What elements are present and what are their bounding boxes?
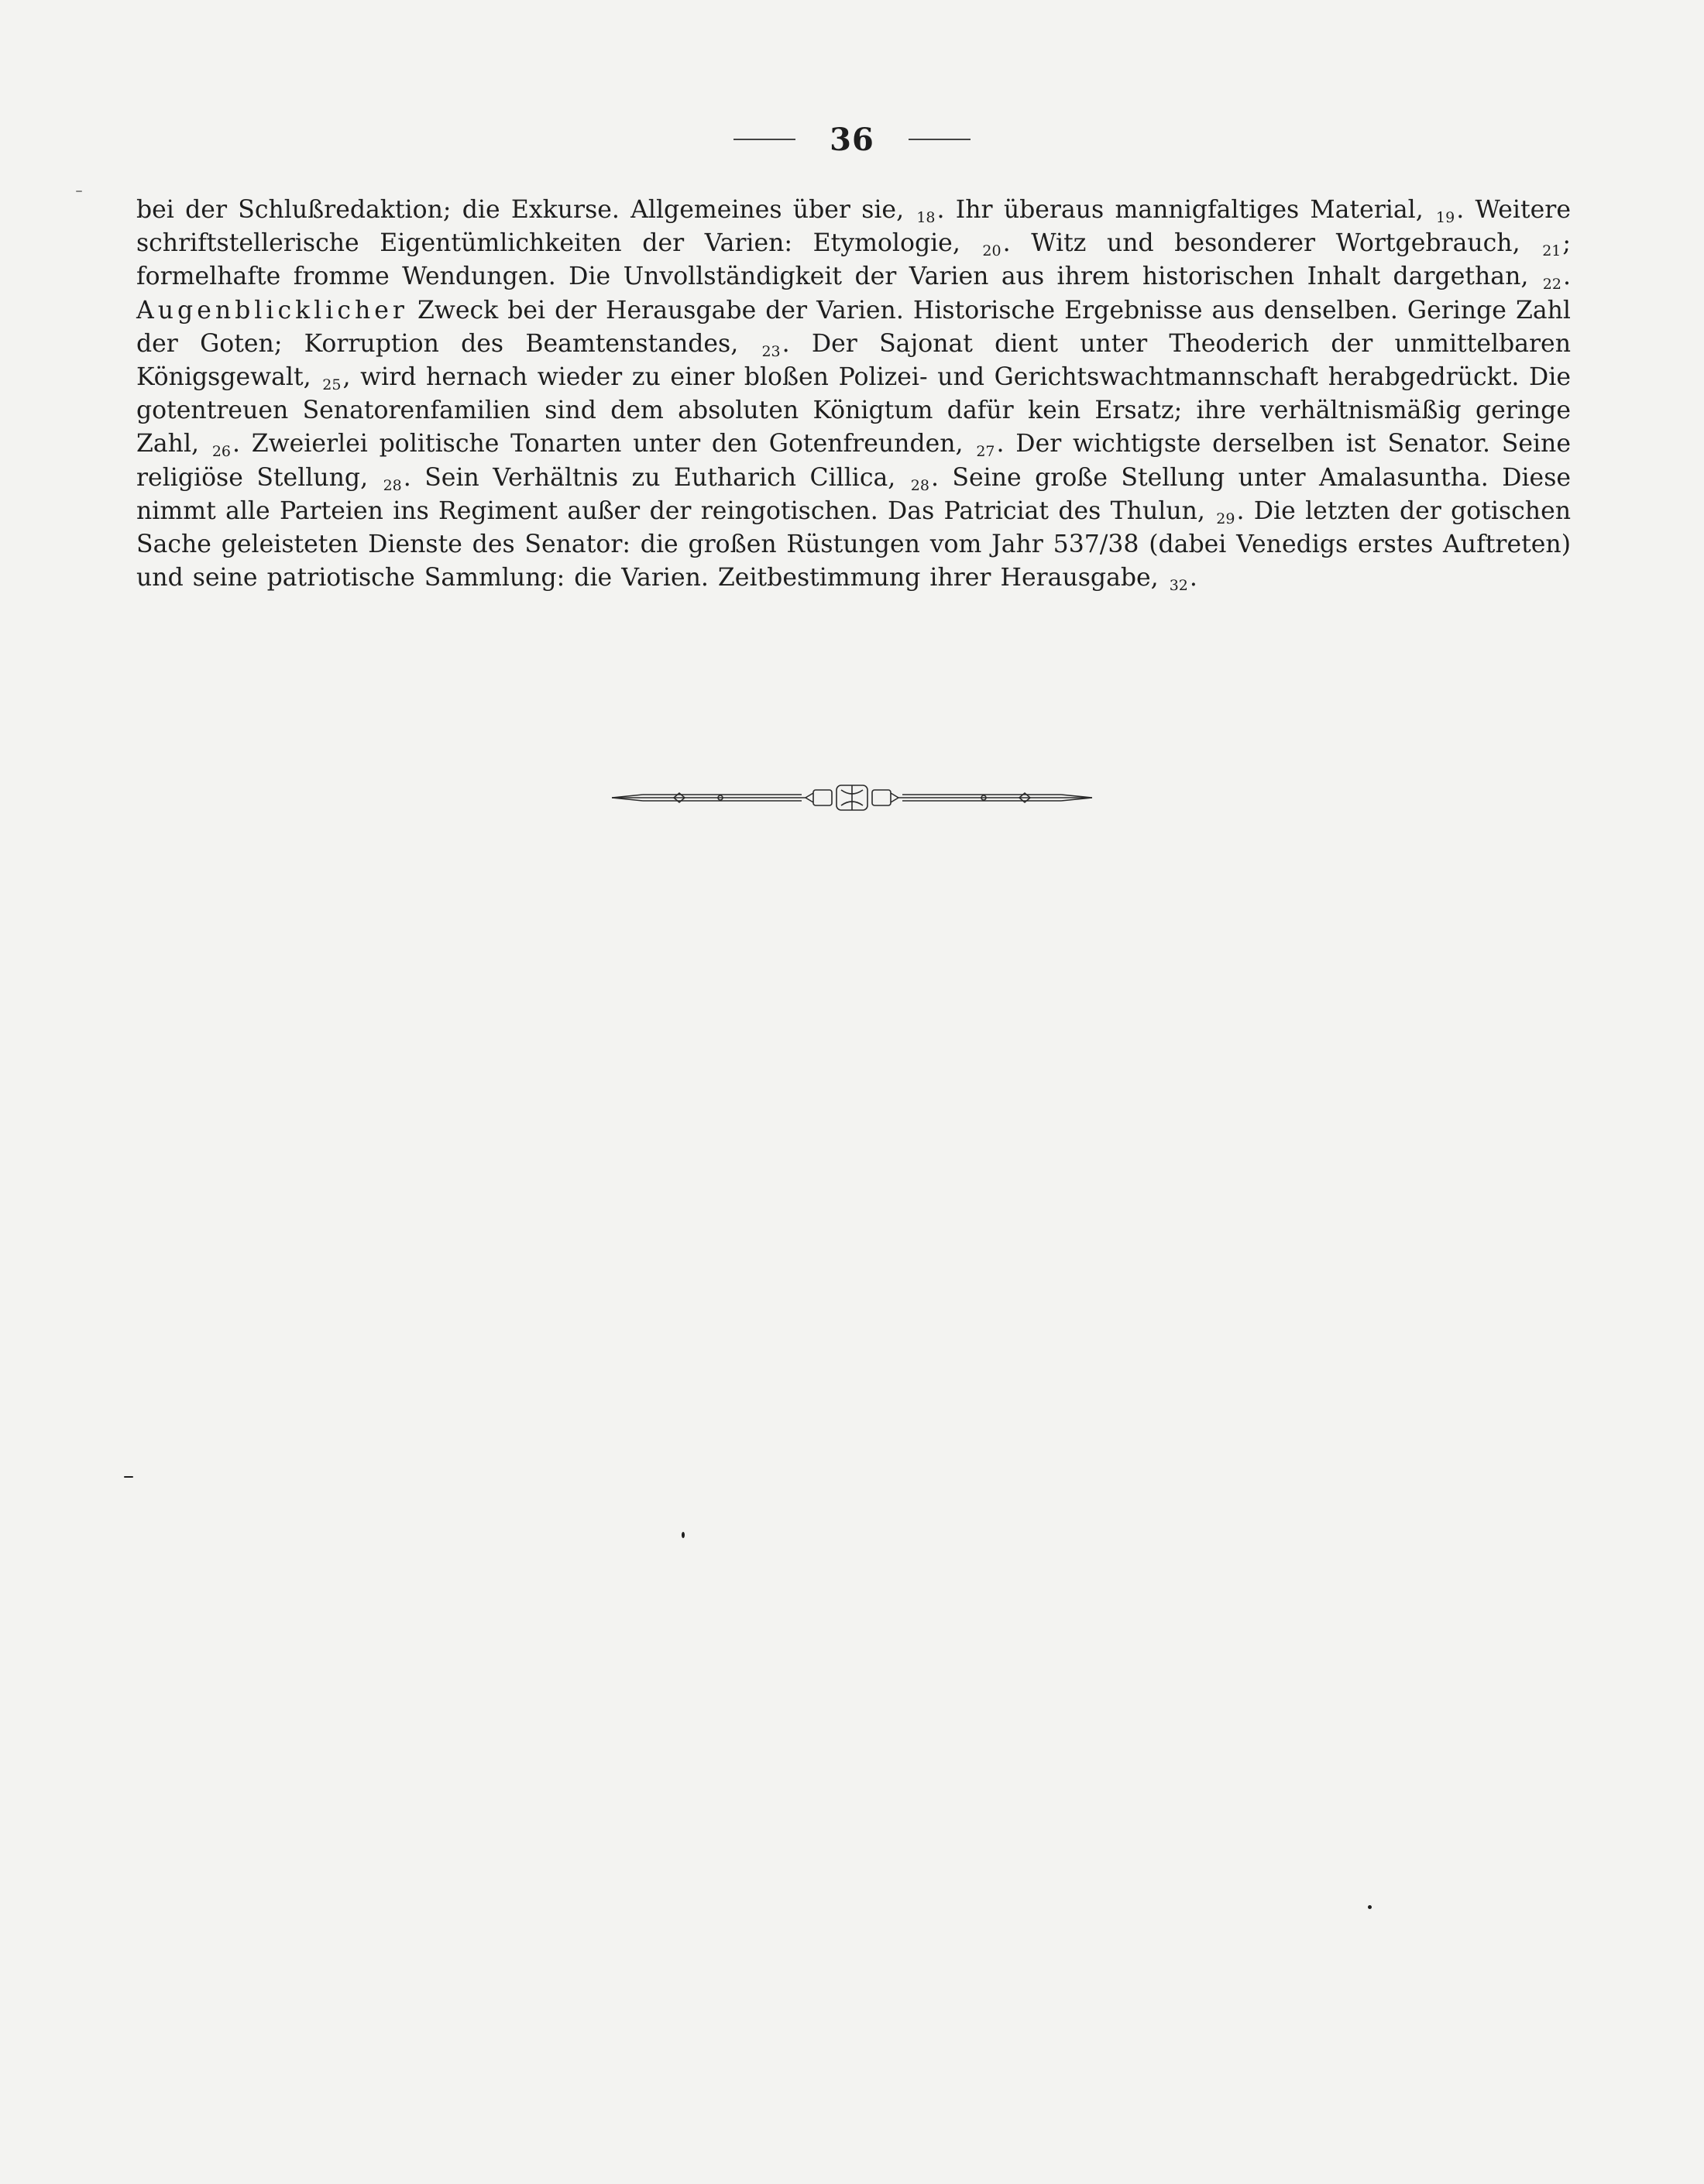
page-reference: 23 <box>761 342 781 360</box>
ink-speck <box>682 1532 685 1538</box>
text-run: . <box>1562 263 1571 291</box>
text-run: . <box>1189 564 1197 592</box>
page-header <box>0 116 1704 163</box>
page-reference: 25 <box>322 376 342 394</box>
page-reference: 26 <box>211 443 232 461</box>
text-run: . Sein Verhältnis zu Eutharich Cillica, <box>403 463 909 492</box>
text-run: Zweck bei der Herausgabe der Varien. Historische Ergebnisse aus denselben. Geringe Zahl der Goten; Korruption des Beamtenstandes, <box>136 296 1571 358</box>
page-reference: 22 <box>1542 276 1561 294</box>
spaced-emphasis: Augenblicklicher <box>136 296 408 325</box>
page-reference: 28 <box>383 476 402 494</box>
text-run: bei der Schlußredaktion; die Exkurse. Allgemeines über sie, <box>136 196 916 224</box>
page-number: 36 <box>830 121 874 158</box>
text-run: . Seine große Stellung unter Amalasuntha. Diese nimmt alle Parteien ins Regiment außer der reingotischen. Das Patriciat des Thulun, <box>136 463 1572 525</box>
text-run: . Witz und besonderer Wortgebrauch, <box>1002 229 1541 258</box>
header-rule-left <box>733 139 795 140</box>
page-reference: 32 <box>1169 577 1188 595</box>
page-reference: 28 <box>910 476 929 494</box>
ornament-divider <box>604 778 1100 817</box>
page-reference: 29 <box>1216 510 1235 527</box>
text-run: ; formelhafte fromme Wendungen. Die Unvollständigkeit der Varien aus ihrem historischen Inhalt dargethan, <box>136 229 1571 291</box>
text-run: . Ihr überaus mannigfaltiges Material, <box>936 196 1435 224</box>
page-reference: 19 <box>1436 209 1455 226</box>
page-reference: 27 <box>976 443 995 461</box>
text-run: . Der Sajonat dient unter Theoderich der unmittelbaren Königsgewalt, <box>136 329 1571 392</box>
header-rule-right <box>909 139 971 140</box>
page-reference: 18 <box>916 209 936 226</box>
summary-paragraph <box>136 194 1571 595</box>
text-run: . Der wichtigste derselben ist Senator. Seine religiöse Stellung, <box>136 430 1571 492</box>
page-reference: 21 <box>1542 242 1561 260</box>
page-reference: 20 <box>982 242 1001 260</box>
text-run: , wird hernach wieder zu einer bloßen Polizei- und Gerichtswachtmannschaft herabgedrückt. Die gotentreuen Senatorenfamilien sind dem absoluten Königtum dafür kein Ersatz; ihre verhältnismäßig geringe Zahl, <box>136 363 1571 458</box>
ink-speck <box>124 1476 133 1478</box>
ink-speck <box>76 191 82 192</box>
text-run: . Weitere schriftstellerische Eigentümlichkeiten der Varien: Etymologie, <box>136 196 1571 258</box>
ink-speck <box>1368 1905 1372 1909</box>
text-run: . Zweierlei politische Tonarten unter den Gotenfreunden, <box>232 430 975 458</box>
text-run: . Die letzten der gotischen Sache geleisteten Dienste des Senator: die großen Rüstungen vom Jahr 537/38 (dabei Venedigs erstes Auftreten) und seine patriotische Sammlung: die Varien. Zeitbestimmung ihrer Herausgabe, <box>136 496 1572 592</box>
